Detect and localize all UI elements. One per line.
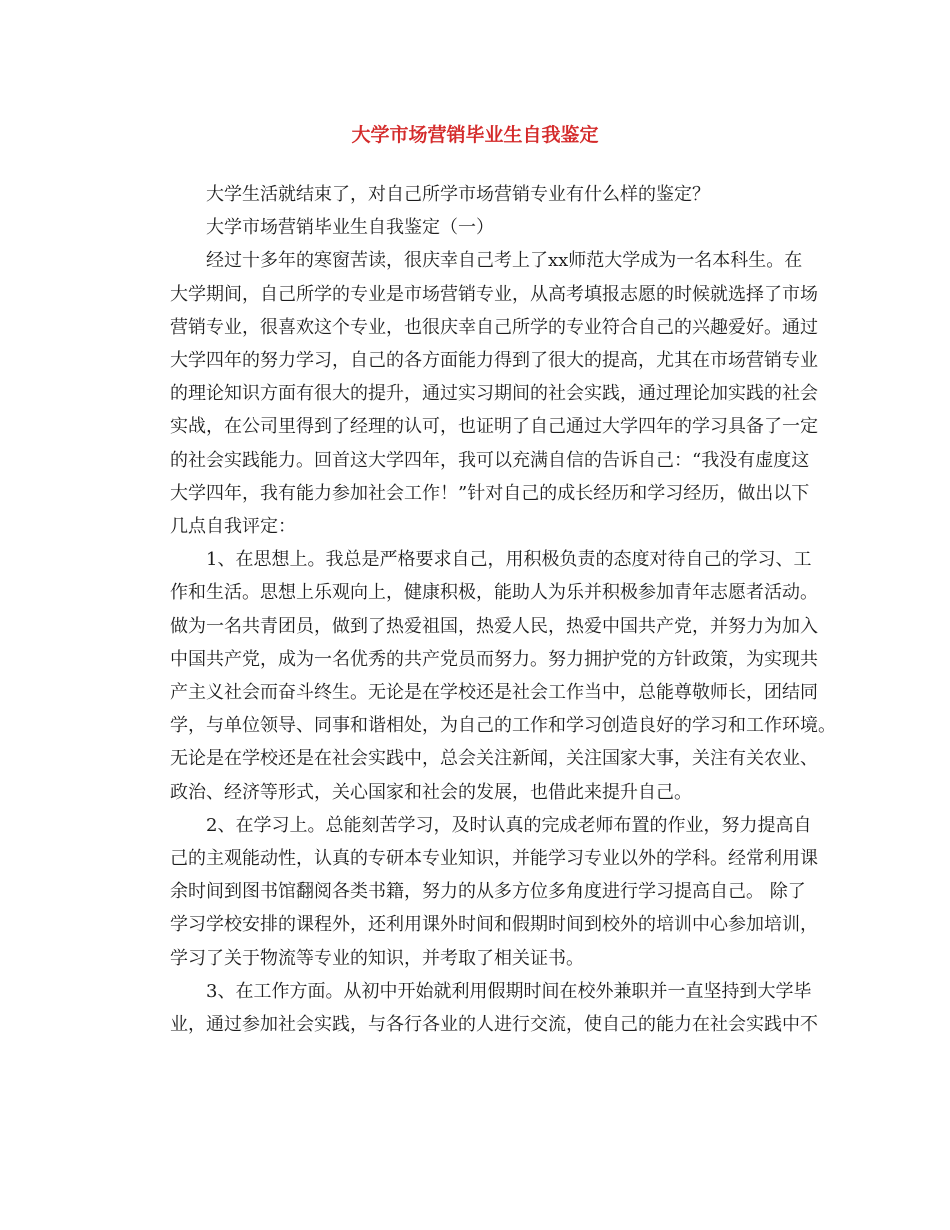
text-line: 几点自我评定：	[170, 516, 296, 538]
text-line: 政治、经济等形式，关心国家和社会的发展，也借此来提升自己。	[170, 781, 692, 803]
text-line: 学习学校安排的课程外，还利用课外时间和假期时间到校外的培训中心参加培训，	[170, 914, 818, 936]
intro-paragraph: 大学生活就结束了，对自己所学市场营销专业有什么样的鉴定？	[206, 184, 710, 205]
text-line: 经过十多年的寒窗苦读，很庆幸自己考上了xx师范大学成为一名本科生。在	[206, 250, 803, 272]
text-line: 的社会实践能力。回首这大学四年，我可以充满自信的告诉自己：“我没有虚度这	[170, 449, 810, 471]
paragraph-4	[170, 975, 822, 1041]
text-line: 实战，在公司里得到了经理的认可，也证明了自己通过大学四年的学习具备了一定	[170, 416, 818, 438]
paragraph-3	[170, 809, 822, 975]
paragraph-1	[170, 244, 822, 543]
text-line: 大学四年的努力学习，自己的各方面能力得到了很大的提高，尤其在市场营销专业	[170, 350, 818, 372]
text-line: 余时间到图书馆翻阅各类书籍，努力的从多方位多角度进行学习提高自己。 除了	[170, 881, 806, 903]
text-line: 己的主观能动性，认真的专研本专业知识，并能学习专业以外的学科。经常利用课	[170, 848, 818, 870]
text-line: 3、在工作方面。从初中开始就利用假期时间在校外兼职并一直坚持到大学毕	[206, 980, 812, 1002]
document-body	[170, 178, 836, 1041]
text-line: 的理论知识方面有很大的提升，通过实习期间的社会实践，通过理论加实践的社会	[170, 383, 818, 405]
text-line: 无论是在学校还是在社会实践中，总会关注新闻，关注国家大事，关注有关农业、	[170, 748, 818, 770]
text-line: 1、在思想上。我总是严格要求自己，用积极负责的态度对待自己的学习、工	[206, 549, 812, 571]
text-line: 做为一名共青团员，做到了热爱祖国，热爱人民，热爱中国共产党，并努力为加入	[170, 615, 818, 637]
text-line: 作和生活。思想上乐观向上，健康积极，能助人为乐并积极参加青年志愿者活动。	[170, 582, 818, 604]
document-title: 大学市场营销毕业生自我鉴定	[351, 124, 599, 146]
text-line: 中国共产党，成为一名优秀的共产党员而努力。努力拥护党的方针政策，为实现共	[170, 648, 818, 670]
text-line: 学，与单位领导、同事和谐相处，为自己的工作和学习创造良好的学习和工作环境。	[170, 715, 836, 737]
text-line: 产主义社会而奋斗终生。无论是在学校还是社会工作当中，总能尊敬师长，团结同	[170, 682, 818, 704]
text-line: 2、在学习上。总能刻苦学习，及时认真的完成老师布置的作业，努力提高自	[206, 814, 812, 836]
text-line: 大学期间，自己所学的专业是市场营销专业，从高考填报志愿的时候就选择了市场	[170, 283, 818, 305]
text-line: 大学四年，我有能力参加社会工作！”针对自己的成长经历和学习经历，做出以下	[170, 482, 810, 504]
paragraph-2	[170, 543, 836, 809]
text-line: 营销专业，很喜欢这个专业，也很庆幸自己所学的专业符合自己的兴趣爱好。通过	[170, 316, 818, 338]
text-line: 学习了关于物流等专业的知识，并考取了相关证书。	[170, 947, 584, 969]
section-subtitle: 大学市场营销毕业生自我鉴定（一）	[206, 217, 494, 239]
text-line: 业，通过参加社会实践，与各行各业的人进行交流，使自己的能力在社会实践中不	[170, 1014, 818, 1036]
